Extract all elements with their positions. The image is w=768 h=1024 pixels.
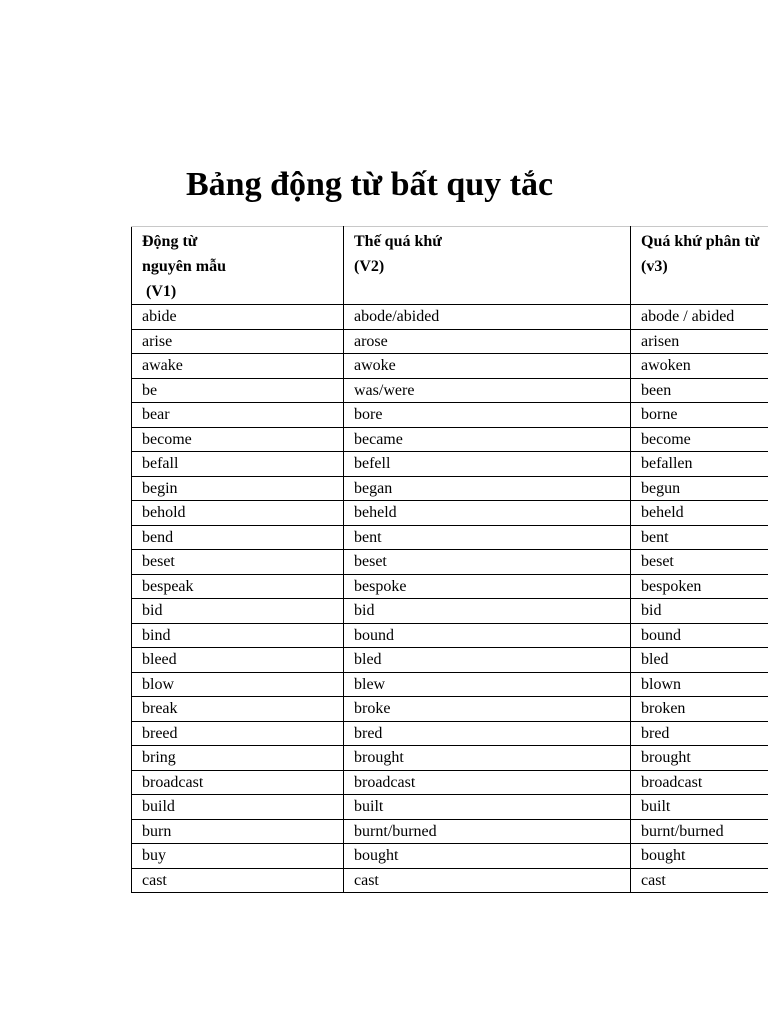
table-row [132,746,768,771]
table-row [132,770,768,795]
verb-participle-cell: bid [631,599,768,624]
verb-base-cell: bear [132,403,344,428]
verb-participle-cell: bound [631,623,768,648]
verb-past-cell: arose [344,329,631,354]
verb-past-cell: bought [344,844,631,869]
table-row [132,427,768,452]
table-row [132,844,768,869]
verb-base-cell: bind [132,623,344,648]
table-row [132,378,768,403]
verb-participle-cell: awoken [631,354,768,379]
irregular-verb-table [131,226,768,893]
verb-base-cell: beset [132,550,344,575]
verb-participle-cell: begun [631,476,768,501]
verb-past-cell: began [344,476,631,501]
header-v3-line: (v3) [641,258,668,275]
table-body [132,305,768,893]
header-v3 [631,227,768,305]
verb-past-cell: bespoke [344,574,631,599]
verb-past-cell: brought [344,746,631,771]
verb-past-cell: was/were [344,378,631,403]
table-row [132,599,768,624]
verb-base-cell: buy [132,844,344,869]
page-title: Bảng động từ bất quy tắc [186,166,554,203]
table-header-row [132,227,768,305]
verb-base-cell: abide [132,305,344,330]
header-v1-line: Động từ [142,233,198,250]
verb-participle-cell: become [631,427,768,452]
verb-past-cell: broadcast [344,770,631,795]
verb-base-cell: behold [132,501,344,526]
verb-participle-cell: beheld [631,501,768,526]
verb-past-cell: cast [344,868,631,893]
verb-base-cell: build [132,795,344,820]
verb-participle-cell: bought [631,844,768,869]
verb-past-cell: bore [344,403,631,428]
table-row [132,672,768,697]
header-v1 [132,227,344,305]
verb-base-cell: begin [132,476,344,501]
verb-past-cell: abode/abided [344,305,631,330]
table-row [132,697,768,722]
verb-participle-cell: broadcast [631,770,768,795]
table-row [132,525,768,550]
verb-past-cell: bid [344,599,631,624]
verb-base-cell: bid [132,599,344,624]
verb-past-cell: befell [344,452,631,477]
table-row [132,868,768,893]
table-row [132,574,768,599]
header-v1-line: nguyên mẫu [142,258,227,275]
verb-base-cell: break [132,697,344,722]
verb-base-cell: bring [132,746,344,771]
verb-past-cell: broke [344,697,631,722]
table-row [132,501,768,526]
verb-participle-cell: bred [631,721,768,746]
verb-participle-cell: broken [631,697,768,722]
verb-base-cell: cast [132,868,344,893]
table-row [132,452,768,477]
table-row [132,354,768,379]
verb-past-cell: awoke [344,354,631,379]
verb-participle-cell: bent [631,525,768,550]
table-row [132,305,768,330]
verb-participle-cell: befallen [631,452,768,477]
header-v3-line: Quá khứ phân từ [641,233,760,250]
verb-base-cell: breed [132,721,344,746]
table-row [132,795,768,820]
verb-past-cell: built [344,795,631,820]
verb-past-cell: bled [344,648,631,673]
table-row [132,819,768,844]
verb-participle-cell: bespoken [631,574,768,599]
verb-past-cell: beset [344,550,631,575]
table-row [132,648,768,673]
table-row [132,329,768,354]
verb-base-cell: befall [132,452,344,477]
verb-past-cell: bent [344,525,631,550]
verb-past-cell: burnt/burned [344,819,631,844]
verb-participle-cell: abode / abided [631,305,768,330]
verb-past-cell: became [344,427,631,452]
verb-participle-cell: burnt/burned [631,819,768,844]
verb-past-cell: beheld [344,501,631,526]
header-v1-line: (V1) [142,283,177,300]
verb-past-cell: bred [344,721,631,746]
verb-participle-cell: cast [631,868,768,893]
table-row [132,623,768,648]
header-v2-line: Thế quá khứ [354,233,442,250]
table-row [132,550,768,575]
verb-base-cell: awake [132,354,344,379]
verb-base-cell: be [132,378,344,403]
verb-base-cell: bespeak [132,574,344,599]
verb-participle-cell: blown [631,672,768,697]
verb-participle-cell: arisen [631,329,768,354]
verb-base-cell: bleed [132,648,344,673]
verb-base-cell: bend [132,525,344,550]
header-v2 [344,227,631,305]
table-row [132,476,768,501]
verb-past-cell: blew [344,672,631,697]
verb-base-cell: blow [132,672,344,697]
verb-base-cell: become [132,427,344,452]
table-row [132,403,768,428]
verb-participle-cell: borne [631,403,768,428]
verb-participle-cell: been [631,378,768,403]
verb-past-cell: bound [344,623,631,648]
verb-participle-cell: bled [631,648,768,673]
verb-base-cell: burn [132,819,344,844]
verb-participle-cell: built [631,795,768,820]
verb-participle-cell: brought [631,746,768,771]
verb-participle-cell: beset [631,550,768,575]
header-v2-line: (V2) [354,258,385,275]
verb-base-cell: broadcast [132,770,344,795]
verb-base-cell: arise [132,329,344,354]
table-row [132,721,768,746]
